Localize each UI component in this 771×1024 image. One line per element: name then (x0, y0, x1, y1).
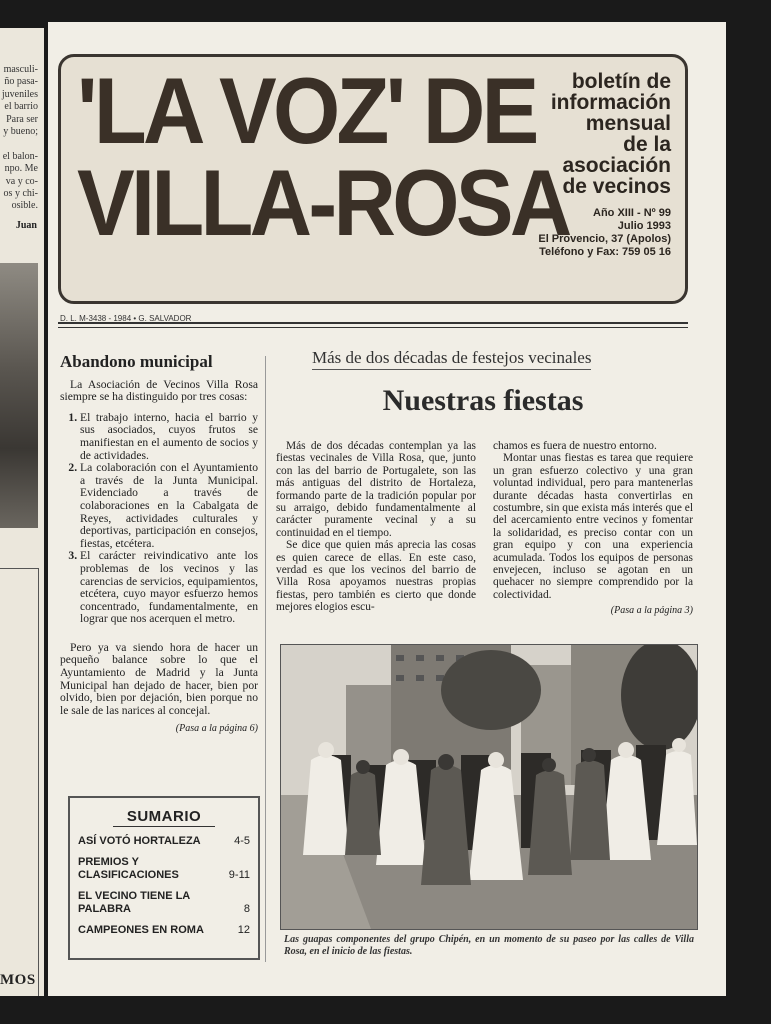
list-item: 1. El trabajo interno, hacia el barrio y sus asociados, cuyos frutos se manifiestan en el aumento de socios y de actividades. (80, 412, 258, 462)
list-item: 3. El carácter reivindicativo ante los problemas de los vecinos y las carencias de servicios, equipamientos, etcétera, cuyo mayor esfuerzo hemos concentrado, fundamentalmente, en lograr que nos acerquen el metro. (80, 550, 258, 626)
left-article-title: Abandono municipal (60, 352, 213, 371)
continued-note: (Pasa a la página 6) (175, 723, 258, 735)
previous-page-bottom-text: MOS (0, 972, 36, 988)
previous-page-edge (0, 28, 44, 996)
previous-page-text: masculi- ño pasa- juveniles el barrio Para ser y bueno; el balon- npo. Me va y co- os y chi- osible. (1, 64, 38, 212)
left-article-intro: La Asociación de Vecinos Villa Rosa siempre se ha distinguido por tres cosas: (60, 377, 258, 404)
previous-page-photo (0, 263, 38, 528)
paragraph: chamos es fuera de nuestro entorno. (493, 440, 657, 452)
issue-date: Julio 1993 (617, 220, 671, 232)
masthead-title-line-2: VILLA-ROSA (77, 150, 569, 255)
list-item: 2. La colaboración con el Ayuntamiento a través de la Junta Municipal. Evidenciado a través de colaboraciones en la Cabalgata de Reyes, actividades culturales y deportivas, participación en consejos, fiestas, etcétera. (80, 462, 258, 550)
divider (58, 327, 688, 328)
address: El Provencio, 37 (Apolos) (538, 233, 671, 245)
sumario-item[interactable]: EL VECINO TIENE LA PALABRA 8 (78, 890, 250, 915)
subtitle-line: boletín de (571, 70, 671, 93)
masthead-details (538, 207, 671, 259)
sumario-item[interactable]: CAMPEONES EN ROMA 12 (78, 924, 250, 936)
continued-note: (Pasa a la página 3) (610, 605, 693, 617)
masthead-subtitle (538, 71, 671, 197)
left-article (60, 352, 258, 736)
divider (58, 322, 688, 324)
left-article-closing: Pero ya va siendo hora de hacer un pequeño balance sobre lo que el Ayuntamiento de Madrid y la Junta Municipal han dejado de hacer, bien por olvido, bien por dejación, bien porque no le sale de las narices al concejal. (60, 640, 258, 717)
subtitle-line: de vecinos (562, 175, 671, 198)
main-article-headline: Nuestras fiestas (382, 384, 584, 417)
main-article-kicker: Más de dos décadas de festejos vecinales (312, 348, 591, 370)
subtitle-line: mensual (585, 112, 671, 135)
subtitle-line: asociación (562, 154, 671, 177)
paragraph: Montar unas fiestas es tarea que requiere un gran esfuerzo colectivo y una gran voluntad individual, pero para mantenerlas durante décadas hasta convertirlas en costumbre, sin que exista más interés que el del acercamiento entre vecinos y fomentar la solidaridad, es preciso contar con un gran equipo y con una experiencia acumulada. Todos los equipos de personas envejecen, incluso se agotan en un quehacer no siempre comprendido por la colectividad. (493, 452, 693, 601)
sumario-item[interactable]: ASÍ VOTÓ HORTALEZA 4-5 (78, 835, 250, 847)
previous-page-signature: Juan (15, 220, 37, 231)
photo-caption: Las guapas componentes del grupo Chipén, en un momento de su paseo por las calles de Villa Rosa, en el inicio de las fiestas. (284, 934, 694, 957)
sumario-title: SUMARIO (78, 808, 250, 825)
column-divider (265, 356, 266, 962)
subtitle-line: de la (623, 133, 671, 156)
left-article-list (60, 412, 258, 626)
phone: Teléfono y Fax: 759 05 16 (539, 246, 671, 258)
newspaper-page (48, 22, 726, 996)
issue-number: Año XIII - Nº 99 (593, 207, 671, 219)
masthead-title (77, 58, 569, 255)
masthead-info (538, 71, 671, 259)
paragraph: Se dice que quien más aprecia las cosas es quien carece de ellas. En este caso, verdad es que los vecinos del barrio de Villa Rosa apoyamos nuestras propias fiestas, pero también es cierto que donde mejores elogios escu- (276, 539, 476, 614)
sumario-box (68, 796, 260, 960)
masthead (58, 54, 688, 304)
sumario-item[interactable]: PREMIOS Y CLASIFICACIONES 9-11 (78, 856, 250, 881)
main-article-column-1 (276, 440, 476, 614)
paragraph: Más de dos décadas contemplan ya las fiestas vecinales de Villa Rosa, que, junto con las del barrio de Portugalete, son las más antiguas del distrito de Hortaleza, formando parte de la tradición popular por su arraigo, debido fundamentalmente al carácter puramente vecinal y a su continuidad en el tiempo. (276, 440, 476, 539)
street-parade-photo (280, 644, 698, 930)
main-article-column-2 (493, 440, 693, 618)
subtitle-line: información (550, 91, 671, 114)
previous-page-box (0, 568, 39, 996)
legal-deposit: D. L. M-3438 - 1984 • G. SALVADOR (60, 314, 192, 323)
masthead-title-line-1: 'LA VOZ' DE (77, 58, 536, 163)
